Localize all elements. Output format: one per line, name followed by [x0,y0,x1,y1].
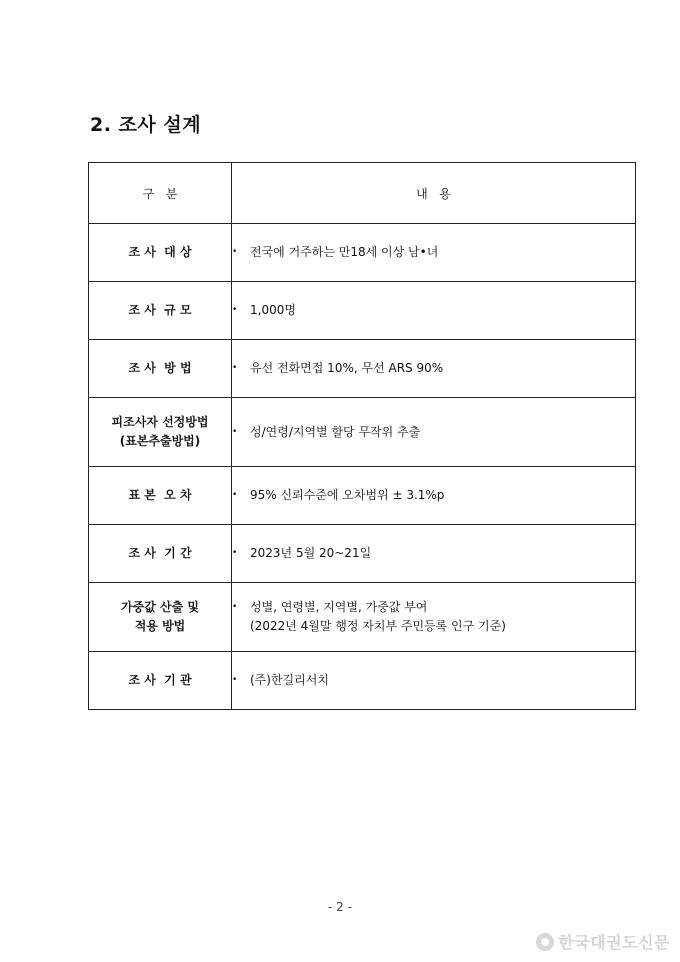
watermark-logo-icon [536,933,554,951]
table-row [89,340,636,398]
row-label-survey-agency [89,652,232,710]
row-value-text: 성/연령/지역별 할당 무작위 추출 [250,424,421,439]
row-value-weighting [232,583,636,652]
bullet-icon: • [232,490,238,500]
watermark-text: 한국대권도신문 [558,933,670,952]
row-value-sampling-error [232,467,636,525]
row-label-survey-method [89,340,232,398]
row-label-text: 조 사 대 상 [128,245,192,259]
row-label-text: 피조사자 선정방법 [111,415,209,429]
row-label-survey-size [89,282,232,340]
row-value-text: 성별, 연령별, 지역별, 가중값 부여 [250,600,428,614]
row-value-survey-target [232,224,636,282]
row-value-text: (주)한길리서치 [250,673,329,687]
row-value-text: 유선 전화면접 10%, 무선 ARS 90% [250,361,444,375]
table-row [89,224,636,282]
row-label-survey-period [89,525,232,583]
bullet-icon: • [232,305,238,315]
row-label-text: 조 사 규 모 [128,303,192,317]
row-label-respondent-selection [89,398,232,467]
bullet-icon: • [232,675,238,685]
table-row [89,583,636,652]
row-label-text: (표본추출방법) [119,434,201,448]
row-label-sampling-error [89,467,232,525]
row-value-survey-period [232,525,636,583]
bullet-icon: • [232,363,238,373]
header-content [232,163,636,224]
row-value-respondent-selection [232,398,636,467]
table-row [89,467,636,525]
watermark [536,930,670,953]
table-row [89,282,636,340]
row-label-text: 조 사 방 법 [128,361,192,375]
table-row [89,525,636,583]
row-value-survey-agency [232,652,636,710]
header-category [89,163,232,224]
row-label-text: 조 사 기 관 [128,673,192,687]
page-number: - 2 - [328,900,352,914]
table-header-row [89,163,636,224]
row-value-text: 1,000명 [250,303,296,317]
bullet-icon: • [232,602,238,612]
row-label-text: 표 본 오 차 [128,488,192,502]
row-value-survey-method [232,340,636,398]
survey-design-table [88,162,636,710]
bullet-icon: • [232,247,238,257]
row-label-text: 가중값 산출 및 [121,600,199,614]
row-value-text: (2022년 4월말 행정 자치부 주민등록 인구 기준) [250,619,506,633]
bullet-icon: • [232,548,238,558]
row-value-text: 2023년 5월 20~21일 [250,546,372,560]
row-value-text: 95% 신뢰수준에 오차범위 ± 3.1%p [250,488,445,502]
row-label-text: 조 사 기 간 [128,546,192,560]
row-value-survey-size [232,282,636,340]
table-row [89,398,636,467]
header-content-label: 내 용 [416,186,451,201]
row-label-text: 적용 방법 [134,619,186,633]
section-title: 2. 조사 설계 [90,114,202,136]
row-label-weighting [89,583,232,652]
row-label-survey-target [89,224,232,282]
row-value-text: 전국에 거주하는 만18세 이상 남•녀 [250,245,439,259]
table-row [89,652,636,710]
header-category-label: 구 분 [142,186,178,201]
bullet-icon: • [232,426,238,437]
